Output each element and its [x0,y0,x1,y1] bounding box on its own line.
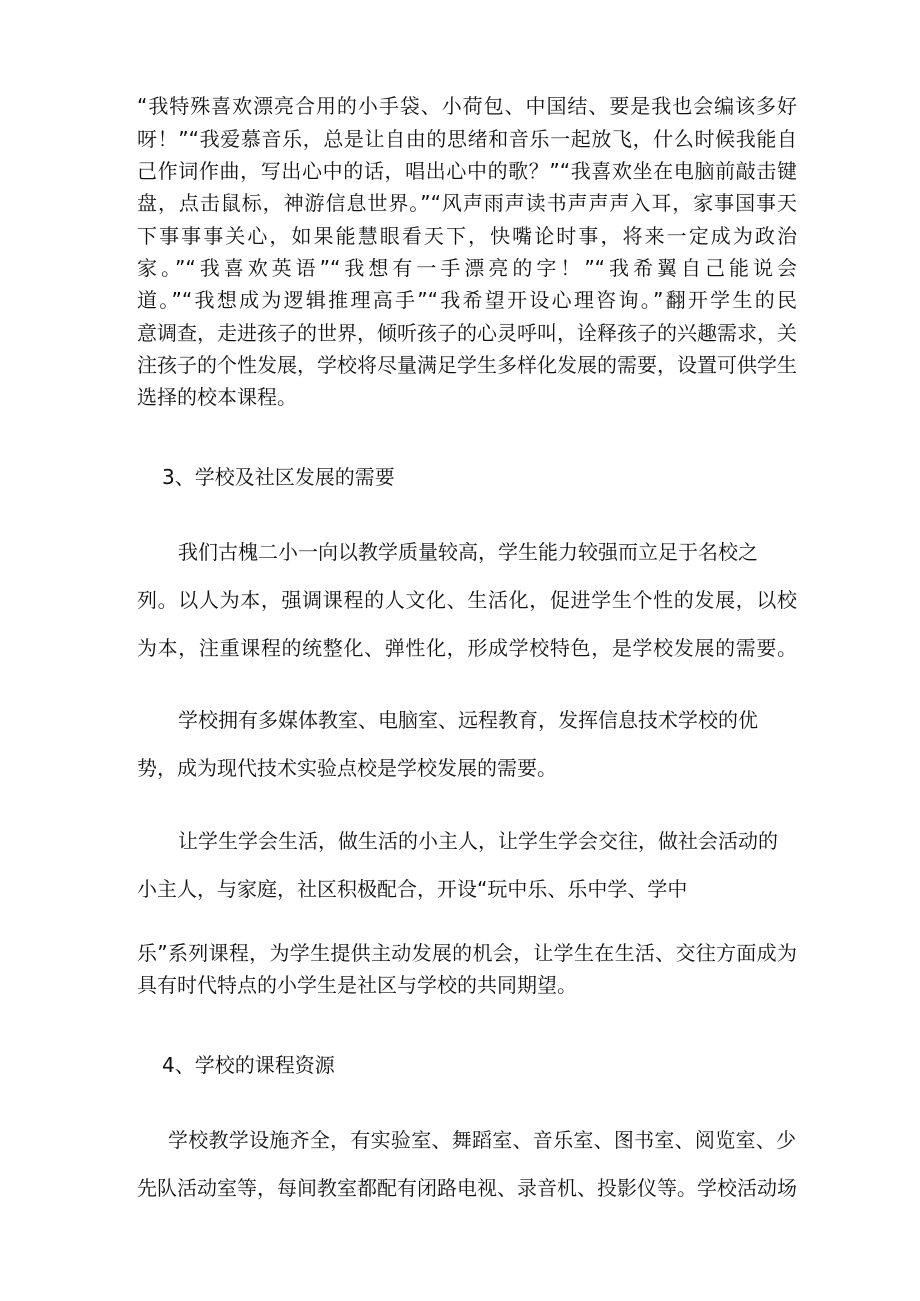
paragraph-1-line: 下事事事关心，如果能慧眼看天下，快嘴论时事，将来一定成为政治 [137,224,797,248]
paragraph-1-line: 呀！”“我爱慕音乐，总是让自由的思绪和音乐一起放飞，什么时候我能自 [137,127,797,151]
paragraph-1-line: 意调查，走进孩子的世界，倾听孩子的心灵呼叫，诠释孩子的兴趣需求，关 [137,321,797,345]
paragraph-1-line: 道。”“我想成为逻辑推理高手”“我希望开设心理咨询。”翻开学生的民 [137,288,797,312]
section-3-heading: 3、学校及社区发展的需要 [162,465,395,489]
section-3-paragraph-3-line: 小主人，与家庭，社区积极配合，开设“玩中乐、乐中学、学中 [137,877,688,901]
section-3-paragraph-2-line: 学校拥有多媒体教室、电脑室、远程教育，发挥信息技术学校的优 [178,708,758,732]
section-3-paragraph-3-line: 具有时代特点的小学生是社区与学校的共同期望。 [137,973,577,997]
section-4-paragraph-1-line: 先队活动室等，每间教室都配有闭路电视、录音机、投影仪等。学校活动场 [137,1176,797,1200]
section-3-paragraph-1-line: 我们古槐二小一向以教学质量较高，学生能力较强而立足于名校之 [178,540,758,564]
section-4-paragraph-1-line: 学校教学设施齐全，有实验室、舞蹈室、音乐室、图书室、阅览室、少 [168,1128,796,1152]
section-4-heading: 4、学校的课程资源 [162,1053,335,1077]
section-3-paragraph-1-line: 为本，注重课程的统整化、弹性化，形成学校特色，是学校发展的需要。 [137,636,797,660]
paragraph-1-line: 选择的校本课程。 [137,385,297,409]
section-3-paragraph-3-line: 乐”系列课程，为学生提供主动发展的机会，让学生在生活、交往方面成为 [137,941,797,965]
section-3-paragraph-2-line: 势，成为现代技术实验点校是学校发展的需要。 [137,756,557,780]
section-3-paragraph-3-line: 让学生学会生活，做生活的小主人，让学生学会交往，做社会活动的 [178,829,778,853]
paragraph-1-line: 盘，点击鼠标，神游信息世界。”“风声雨声读书声声声入耳，家事国事天 [137,191,797,215]
paragraph-1-line: 家。”“我喜欢英语”“我想有一手漂亮的字！”“我希翼自己能说会 [137,256,797,280]
paragraph-1-line: “我特殊喜欢漂亮合用的小手袋、小荷包、中国结、要是我也会编该多好 [137,94,797,118]
paragraph-1-line: 注孩子的个性发展，学校将尽量满足学生多样化发展的需要，设置可供学生 [137,353,797,377]
paragraph-1-line: 己作词作曲，写出心中的话，唱出心中的歌？”“我喜欢坐在电脑前敲击键 [137,159,797,183]
section-3-paragraph-1-line: 列。以人为本，强调课程的人文化、生活化，促进学生个性的发展，以校 [137,588,797,612]
